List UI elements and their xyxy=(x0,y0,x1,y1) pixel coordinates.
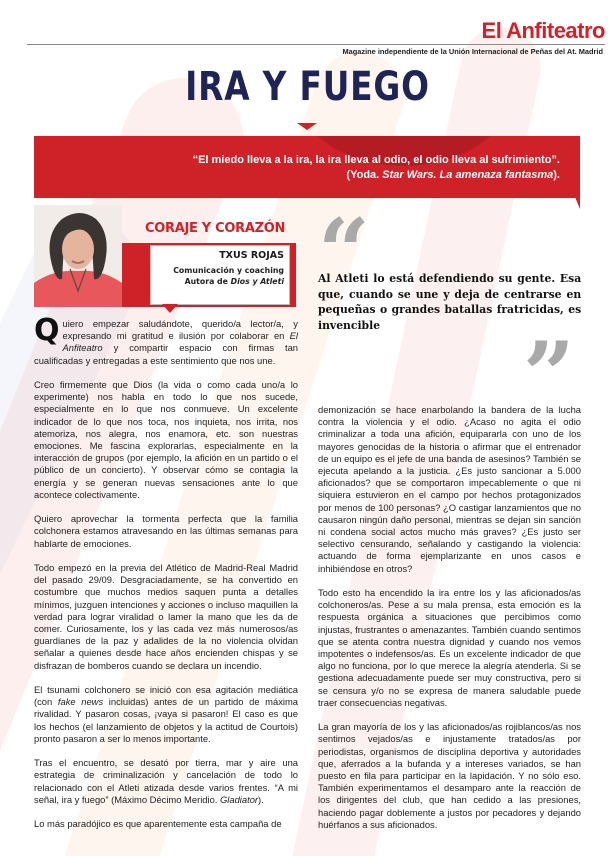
epigraph-banner xyxy=(34,136,580,198)
text-run-italic: El Anfiteatro xyxy=(62,330,298,354)
paragraph xyxy=(34,757,298,806)
paragraph xyxy=(34,313,298,367)
body-column-right xyxy=(318,404,581,843)
text-run: y compartir espacio con firmas tan cualificadas y entregadas a este sentimiento que nos une. xyxy=(34,342,298,366)
attribution-prefix: (Yoda. xyxy=(346,169,383,181)
drop-cap: Q xyxy=(34,313,60,348)
close-quote-icon: ” xyxy=(523,322,575,428)
attribution-suffix: ). xyxy=(553,169,560,181)
masthead xyxy=(482,20,605,42)
text-run-italic: Gladiator xyxy=(220,793,259,805)
section-heading: CORAJE Y CORAZÓN xyxy=(145,221,286,236)
title-arrow-icon xyxy=(297,123,317,130)
paragraph: Lo más paradójico es que aparentemente esta campaña de xyxy=(34,818,282,830)
text-run-italic: fake news xyxy=(57,696,104,708)
header-rule xyxy=(27,44,605,45)
paragraph: Creo firmemente que Dios (la vida o como cada uno/a lo experimente) nos habla en todo lo que nos sucede, especialmente en lo que nos conmueve. Un excelente indicador de lo que nos toca, nos inquieta, nos irrita, nos atemoriza, nos alegra, nos enamora, etc. son nuestras emociones. Me fascina explorarlas, especialmente en la interacción de grupos (por ejemplo, la afición en un partido o el público de un concierto). Y observar cómo se contagia la energía y se generan nuevas sensaciones ante lo que acontece colectivamente. xyxy=(34,379,298,500)
epigraph-text: “El miedo lleva a la ira, la ira lleva al odio, el odio lleva al sufrimiento”. xyxy=(192,154,560,166)
brand-logo: El Anfiteatro xyxy=(481,18,605,43)
pull-quote: Al Atleti lo está defendiendo su gente. Esa que, cuando se une y deja de centrarse en pequeñas o grandes batallas fratricidas, es invencible xyxy=(318,271,582,332)
epigraph-quote xyxy=(193,153,560,183)
epigraph-attribution xyxy=(193,168,560,183)
article-title: IRA Y FUEGO xyxy=(185,64,430,110)
author-role-text: Comunicación y coaching xyxy=(173,266,284,275)
text-run: ). xyxy=(258,793,264,805)
author-name: TXUS ROJAS xyxy=(219,250,284,261)
text-run: incluidas) antes de un partido de máxima rivalidad. Y pasaron cosas, ¡vaya si pasaron! El caso es que los hechos (el lanzamiento de objetos y la actitud de Courtois) pronto pasaron a ser lo menos importante. xyxy=(34,696,298,744)
text-run: uiero empezar saludándote, querido/a lector/a, y expresando mi gratitud e ilusión por colaborar en xyxy=(62,318,298,342)
author-card xyxy=(150,245,290,305)
author-book xyxy=(151,276,284,287)
author-role xyxy=(151,265,284,287)
paragraph: demonización se hace enarbolando la bandera de la lucha contra la violencia y el odio. ¿Acaso no agita el odio criminalizar a toda una afición, equipararla con uno de los mayores genocidas de la historia o afirmar que el entrenador de un equipo es el jefe de una banda de asesinos? También se ejecuta apelando a la justicia. ¿Es justo sancionar a 5.000 aficionados? que se comportaron impecablemente o que ni siquiera estuvieron en el campo por hechos protagonizados por menos de 100 personas? ¿O castigar lanzamientos que no causaron ningún daño personal, mientras se dejan sin sanción ni condena social actos mucho más graves? ¿Es justo ser selectivo censurando, señalando y castigando la violencia: actuando de forma ejemplarizante en unos casos e inhibiéndose en otros? xyxy=(318,404,581,574)
author-book-prefix: Autora de xyxy=(184,277,231,286)
paragraph: Quiero aprovechar la tormenta perfecta que la familia colchonera estamos atravesando en las últimas semanas para hablarte de emociones. xyxy=(34,513,298,549)
body-column-left xyxy=(34,313,298,843)
banner-tail xyxy=(575,197,580,209)
paragraph xyxy=(34,684,298,745)
attribution-work: Star Wars. La amenaza fantasma xyxy=(382,169,554,181)
author-book-title: Dios y Atleti xyxy=(230,277,284,286)
text-run: Tras el encuentro, se desató por tierra, mar y aire una estrategia de criminalización y cancelación de todo lo relacionado con el Atleti atizada desde varios frentes. “A mi señal, ira y fuego” (Máximo Décimo Meridio. xyxy=(34,757,298,805)
author-photo xyxy=(34,205,122,307)
text-run: El tsunami colchonero se inició con esa agitación mediática (con xyxy=(34,684,298,708)
author-arrow-icon xyxy=(162,304,178,313)
paragraph: Todo empezó en la previa del Atlético de Madrid-Real Madrid del pasado 29/09. Desgraciadamente, se ha convertido en costumbre que muchos medios saquen punta a detalles mínimos, juzguen intenciones y acciones o incluso maquillen la verdad para lograr viralidad o lamer la mano que les da de comer. Curiosamente, los y las cada vez más numerosos/as guardianes de la paz y adalides de la no violencia olvidan señalar a quienes desde hace años encienden chispas y se disfrazan de bomberos cuando se declara un incendio. xyxy=(34,562,298,671)
masthead-tagline: Magazine independiente de la Unión Internacional de Peñas del At. Madrid xyxy=(342,47,603,56)
open-quote-icon: “ xyxy=(318,199,370,305)
paragraph: Todo esto ha encendido la ira entre los y las aficionados/as colchoneros/as. Pese a su mala prensa, esta emoción es la respuesta orgánica a situaciones que percibimos como injustas, frustrantes o amenazantes. También cuando sentimos que se atenta contra nuestra dignidad y cuando nos vemos impotentes o indefensos/as. Es un excelente indicador de que algo no funciona, por lo que merece la alegría atenderla. Si se gestiona adecuadamente puede ser muy constructiva, pero si se censura y/o no se expresa de manera saludable puede traer consecuencias negativas. xyxy=(318,587,581,708)
paragraph: La gran mayoría de los y las aficionados/as rojiblancos/as nos sentimos vejados/as e injustamente tratados/as por periodistas, organismos de disciplina deportiva y autoridades que, aferrados a la bufanda y a intereses variados, se han puesto en fila para participar en la lapidación. Y no sólo eso. También experimentamos el desamparo ante la reacción de los dirigentes del club, que han cedido a las presiones, haciendo pagar doblemente a justos por pecadores y dejando huérfanos a sus aficionados. xyxy=(318,721,581,830)
